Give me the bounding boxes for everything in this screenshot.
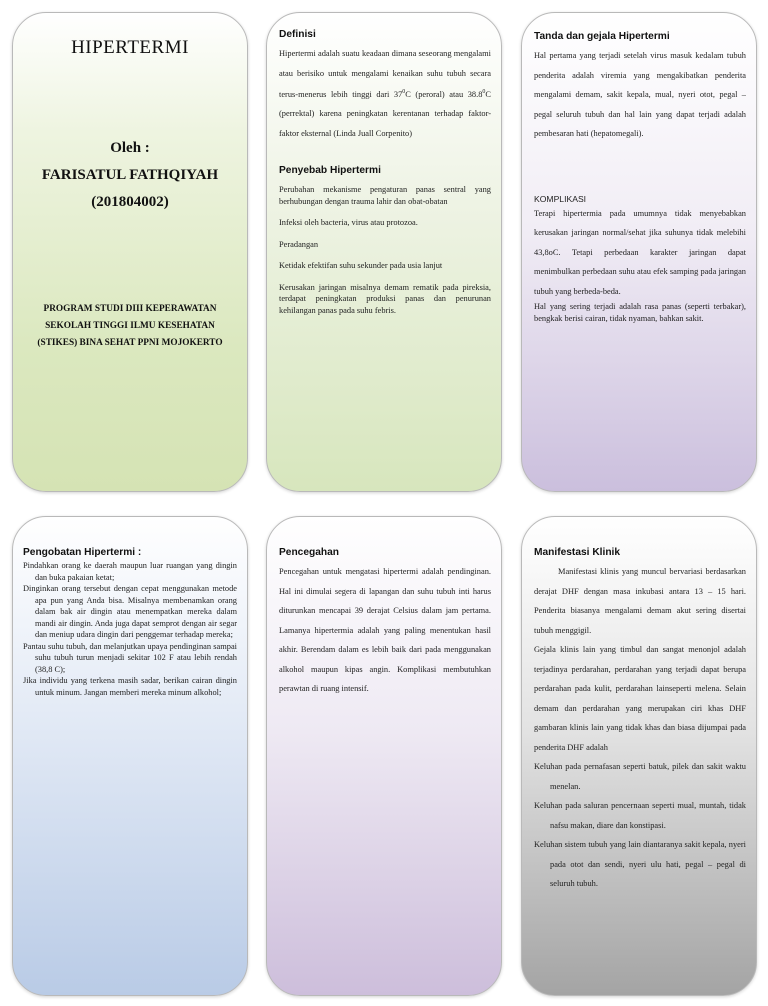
penyebab-item: Peradangan	[279, 239, 319, 249]
penyebab-heading: Penyebab Hipertermi	[279, 165, 381, 177]
pengobatan-heading: Pengobatan Hipertermi :	[23, 547, 142, 558]
definisi-heading: Definisi	[279, 29, 316, 40]
definisi-text-b: C (peroral) atau 38.8	[405, 89, 483, 99]
definisi-text-a: Hipertermi adalah suatu keadaan dimana seseorang mengalami atau berisiko untuk mengalami kenaikan suhu tubuh secara terus-menerus lebih tinggi dari 37	[279, 49, 491, 99]
cover-inst-line2: SEKOLAH TINGGI ILMU KESEHATAN	[45, 321, 215, 331]
penyebab-item: Infeksi oleh bacteria, virus atau protozoa.	[279, 218, 418, 228]
definisi-panel	[266, 12, 502, 492]
manifestasi-item: Keluhan sistem tubuh yang lain diantaranya sakit kepala, nyeri pada otot dan sendi, nyeri ulu hati, pegal – pegal di seluruh tubuh.	[534, 840, 746, 888]
komplikasi-heading: KOMPLIKASI	[534, 193, 587, 204]
cover-institution	[21, 301, 239, 352]
penyebab-item: Kerusakan jaringan misalnya demam rematik pada pireksia, terdapat peningkatan produksi panas dan penurunan kehilangan panas pada suhu febris.	[279, 282, 491, 315]
manifestasi-item: Keluhan pada saluran pencernaan seperti mual, muntah, tidak nafsu makan, diare dan konstipasi.	[534, 801, 746, 830]
cover-oleh: Oleh :	[110, 140, 150, 156]
cover-author-block	[13, 135, 247, 216]
cover-author-nim: (201804002)	[91, 194, 169, 210]
pengobatan-item: Pantau suhu tubuh, dan melanjutkan upaya pendinginan sampai suhu tubuh turun menjadi sekitar 102 F atau lebih rendah (38,8 C);	[23, 641, 237, 674]
cover-title: HIPERTERMI	[71, 37, 189, 58]
tanda-panel	[521, 12, 757, 492]
manifestasi-heading: Manifestasi Klinik	[534, 547, 621, 558]
komplikasi-text: Terapi hipertermia pada umumnya tidak menyebabkan kerusakan jaringan normal/sehat jika suhunya tidak melebihi 43,8oC. Tetapi perbedaan karakter jaringan dapat menimbulkan perbedaan suhu atau efek samping pada jaringan tubuh yang berbeda-beda.	[534, 208, 746, 296]
manifestasi-panel	[521, 516, 757, 996]
definisi-sup2: 0	[482, 89, 486, 95]
penyebab-item: Perubahan mekanisme pengaturan panas sentral yang berhubungan dengan trauma lahir dan obat-obatan	[279, 185, 491, 206]
tanda-text: Hal pertama yang terjadi setelah virus masuk kedalam tubuh penderita adalah viremia yang mengakibatkan penderita mengalami demam, sakit kepala, mual, nyeri otot, pegal – pegal seluruh tubuh dan hal lain yang dapat terjadi adalah pembesaran hati (hepatomegali).	[534, 51, 746, 138]
cover-inst-line1: PROGRAM STUDI DIII KEPERAWATAN	[43, 304, 217, 314]
komplikasi-text2: Hal yang sering terjadi adalah rasa panas (seperti terbakar), bengkak berisi cairan, tidak nyaman, bahkan sakit.	[534, 302, 746, 323]
pencegahan-text: Pencegahan untuk mengatasi hipertermi adalah pendinginan. Hal ini dimulai segera di lapangan dan suhu tubuh inti harus diturunkan mencapai 39 derajat Celsius dalam jam pertama. Lamanya hipertermia adalah yang paling menentukan hasil akhir. Berendam dalam es lebih baik dari pada menggunakan alkohol maupun kipas angin. Komplikasi membutuhkan perawtan di ruang intensif.	[279, 567, 491, 693]
pengobatan-item: Pindahkan orang ke daerah maupun luar ruangan yang dingin dan buka pakaian ketat;	[23, 561, 237, 582]
pengobatan-item: Jika individu yang terkena masih sadar, berikan cairan dingin untuk minum. Jangan memberi mereka minum alkohol;	[23, 676, 237, 697]
pencegahan-heading: Pencegahan	[279, 547, 340, 558]
manifestasi-item: Keluhan pada pernafasan seperti batuk, pilek dan sakit waktu menelan.	[534, 762, 746, 791]
cover-inst-line3: (STIKES) BINA SEHAT PPNI MOJOKERTO	[37, 338, 223, 348]
definisi-text	[279, 44, 491, 143]
penyebab-item: Ketidak efektifan suhu sekunder pada usia lanjut	[279, 261, 443, 271]
pencegahan-panel	[266, 516, 502, 996]
manifestasi-para2: Gejala klinis lain yang timbul dan sangat menonjol adalah terjadinya perdarahan, perdarahan yang terjadi dapat berupa perdarahan pada kulit, perdarahan lainseperti melena. Selain demam dan perdarahan yang merupakan ciri khas DHF gambaran klinis lain yang tidak khas dan biasa dijumpai pada penderita DHF adalah	[534, 645, 746, 752]
cover-panel	[12, 12, 248, 492]
pengobatan-panel	[12, 516, 248, 996]
definisi-sup1: 0	[402, 89, 406, 95]
pengobatan-item: Dinginkan orang tersebut dengan cepat menggunakan metode apa pun yang Anda bisa. Misalnya membenamkan orang dalam bak air dingin atau menempatkan mereka dalam mandi air dingin. Anda juga dapat semprot dengan air segar dan meniup udara dingin dari penggemar terhadap mereka;	[23, 584, 237, 639]
manifestasi-para1: Manifestasi klinis yang muncul bervariasi berdasarkan derajat DHF dengan masa inkubasi antara 13 – 15 hari. Penderita biasanya mengalami demam akut sering disertai tubuh menggigil.	[534, 567, 746, 635]
definisi-text-c: C (perrektal) karena peningkatan kerentanan terhadap faktor-faktor eksternal (Linda Juall Corpenito)	[279, 89, 491, 138]
tanda-heading: Tanda dan gejala Hipertermi	[534, 31, 670, 42]
cover-author-name: FARISATUL FATHQIYAH	[41, 167, 219, 183]
